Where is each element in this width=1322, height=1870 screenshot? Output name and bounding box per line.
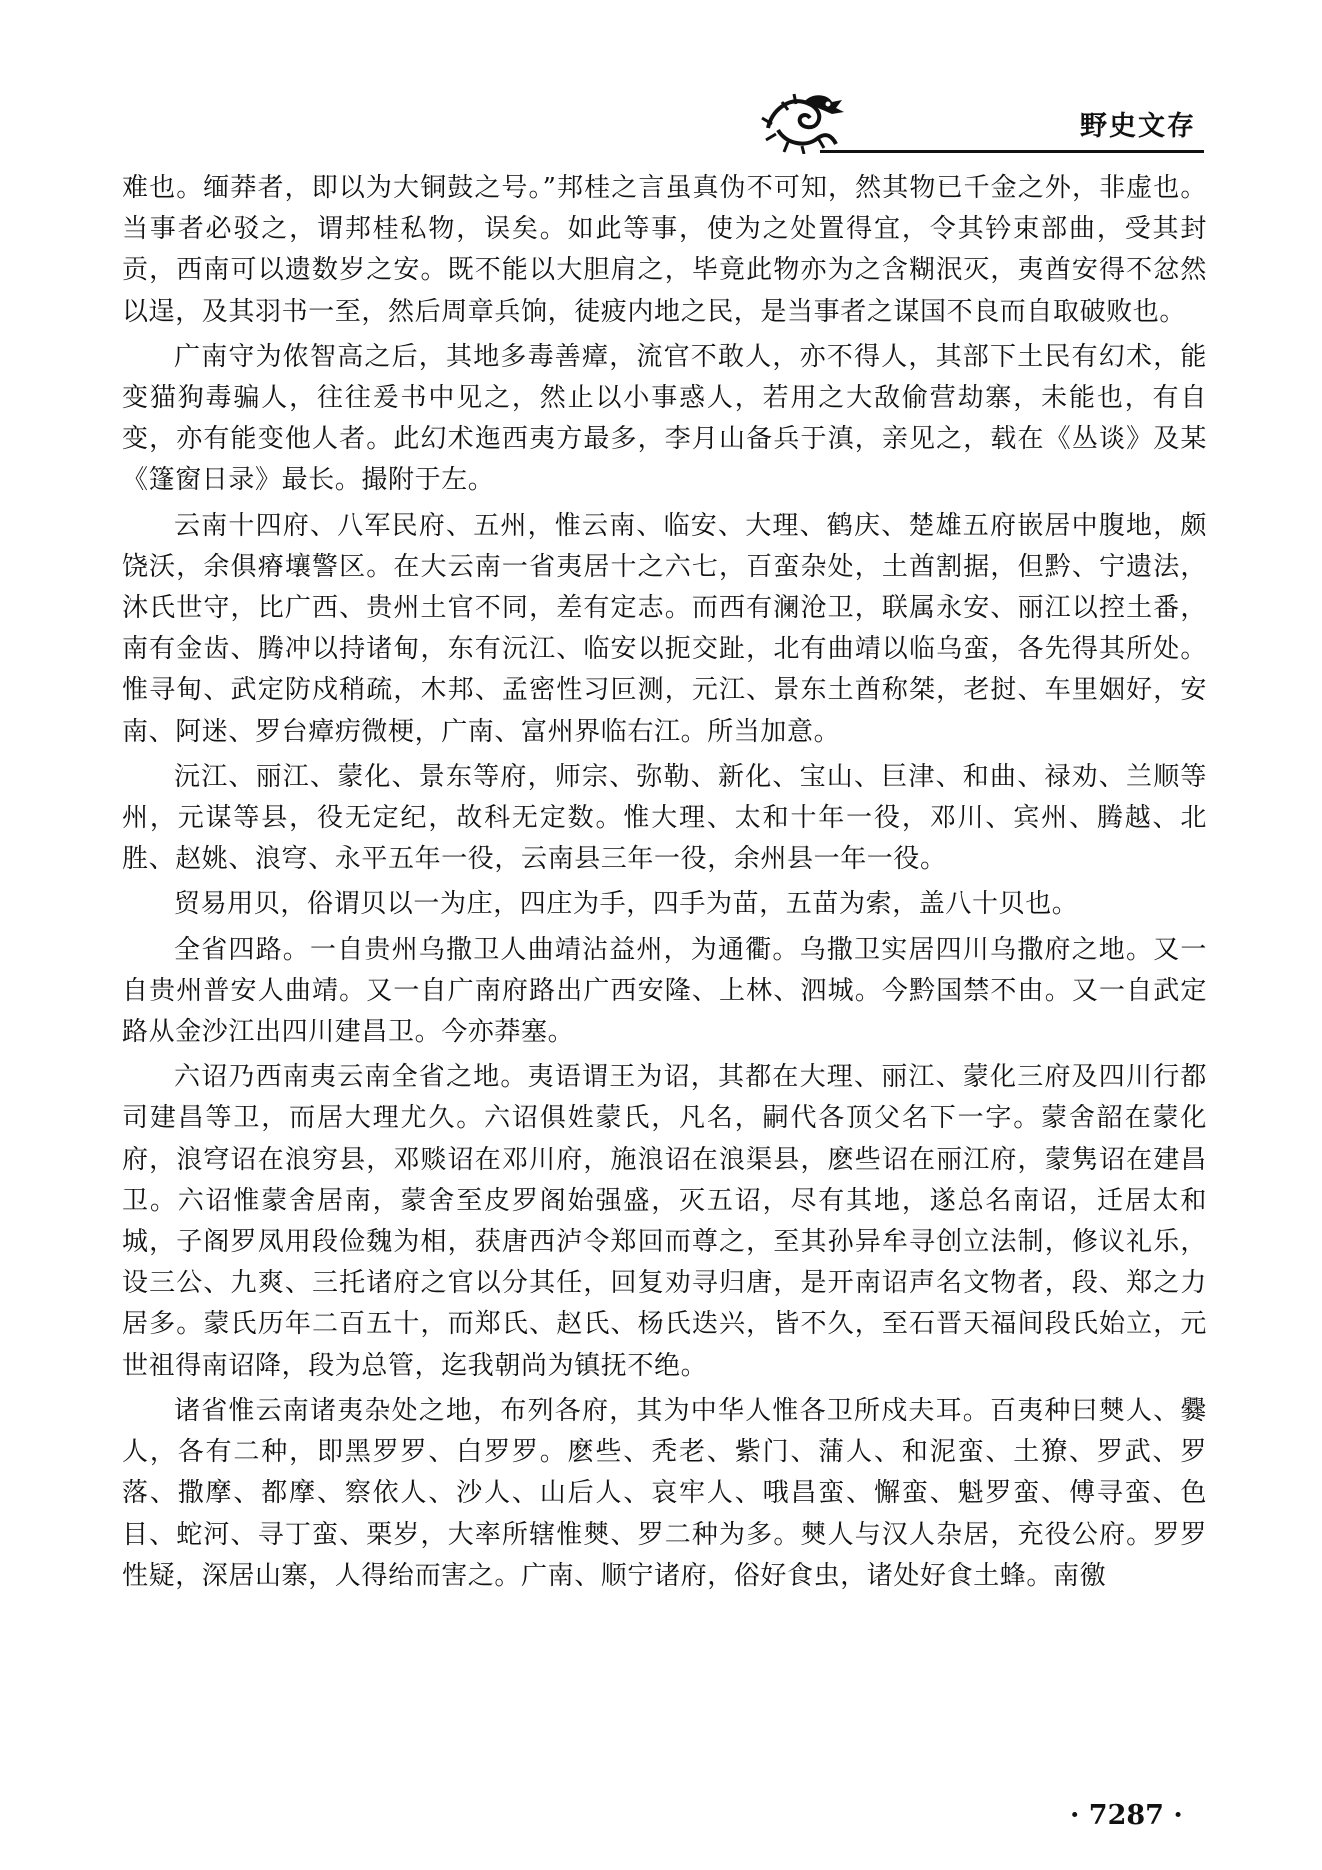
- paragraph: 全省四路。一自贵州乌撒卫人曲靖沾益州，为通衢。乌撒卫实居四川乌撒府之地。又一自贵州普安人曲靖。又一自广南府路出广西安隆、上林、泗城。今黔国禁不由。又一自武定路从金沙江出四川建昌卫。今亦莽塞。: [122, 934, 1207, 1048]
- running-header: [758, 88, 1204, 154]
- body-text: [122, 168, 1207, 1597]
- dragon-emblem-icon: [758, 88, 852, 154]
- paragraph: 难也。缅莽者，即以为大铜鼓之号。”邦桂之言虽真伪不可知，然其物已千金之外，非虚也。当事者必驳之，谓邦桂私物，误矣。如此等事，使为之处置得宜，令其钤束部曲，受其封贡，西南可以遗数岁之安。既不能以大胆肩之，毕竟此物亦为之含糊泯灭，夷酋安得不忿然以逞，及其羽书一至，然后周章兵饷，徒疲内地之民，是当事者之谋国不良而自取破败也。: [122, 173, 1207, 327]
- series-title: 野史文存: [1080, 111, 1196, 142]
- paragraph: 贸易用贝，俗谓贝以一为庄，四庄为手，四手为苗，五苗为索，盖八十贝也。: [174, 889, 1079, 920]
- header-rule: [820, 150, 1204, 153]
- paragraph: 广南守为侬智高之后，其地多毒善瘴，流官不敢人，亦不得人，其部下土民有幻术，能变猫狗毒骗人，往往爰书中见之，然止以小事惑人，若用之大敌偷营劫寨，未能也，有自变，亦有能变他人者。此幻术迤西夷方最多，李月山备兵于滇，亲见之，载在《丛谈》及某《篷窗日录》最长。撮附于左。: [122, 341, 1207, 496]
- paragraph: 诸省惟云南诸夷杂处之地，布列各府，其为中华人惟各卫所戍夫耳。百夷种曰僰人、爨人，各有二种，即黑罗罗、白罗罗。麽些、秃老、紫门、蒲人、和泥蛮、土獠、罗武、罗落、撒摩、都摩、察依人、沙人、山后人、哀牢人、哦昌蛮、懈蛮、魁罗蛮、傅寻蛮、色目、蛇河、寻丁蛮、栗岁，大率所辖惟僰、罗二种为多。僰人与汉人杂居，充役公府。罗罗性疑，深居山寨，人得绐而害之。广南、顺宁诸府，俗好食虫，诸处好食土蜂。南徼: [122, 1395, 1207, 1591]
- paragraph: 六诏乃西南夷云南全省之地。夷语谓王为诏，其都在大理、丽江、蒙化三府及四川行都司建昌等卫，而居大理尤久。六诏俱姓蒙氏，凡名，嗣代各顶父名下一字。蒙舍韶在蒙化府，浪穹诏在浪穷县，邓赕诏在邓川府，施浪诏在浪渠县，麽些诏在丽江府，蒙隽诏在建昌卫。六诏惟蒙舍居南，蒙舍至皮罗阁始强盛，灭五诏，尽有其地，遂总名南诏，迁居太和城，子阁罗凤用段俭魏为相，获唐西泸令郑回而尊之，至其孙异牟寻创立法制，修议礼乐，设三公、九爽、三托诸府之官以分其任，回复劝寻归唐，是开南诏声名文物者，段、郑之力居多。蒙氏历年二百五十，而郑氏、赵氏、杨氏迭兴，皆不久，至石晋天福间段氏始立，元世祖得南诏降，段为总管，迄我朝尚为镇抚不绝。: [122, 1062, 1207, 1381]
- page-number: · 7287 ·: [1070, 1800, 1183, 1831]
- paragraph: 云南十四府、八军民府、五州，惟云南、临安、大理、鹤庆、楚雄五府嵌居中腹地，颇饶沃，余俱瘠壤警区。在大云南一省夷居十之六七，百蛮杂处，土酋割据，但黔、宁遗法，沐氏世守，比广西、贵州土官不同，差有定志。而西有澜沧卫，联属永安、丽江以控土番，南有金齿、腾冲以持诸甸，东有沅江、临安以扼交趾，北有曲靖以临乌蛮，各先得其所处。惟寻甸、武定防戍稍疏，木邦、孟密性习叵测，元江、景东土酋称桀，老挝、车里姻好，安南、阿迷、罗台瘴疠微梗，广南、富州界临右江。所当加意。: [122, 510, 1207, 747]
- paragraph: 沅江、丽江、蒙化、景东等府，师宗、弥勒、新化、宝山、巨津、和曲、禄劝、兰顺等州，元谋等县，役无定纪，故科无定数。惟大理、太和十年一役，邓川、宾州、腾越、北胜、赵姚、浪穹、永平五年一役，云南县三年一役，余州县一年一役。: [122, 761, 1207, 875]
